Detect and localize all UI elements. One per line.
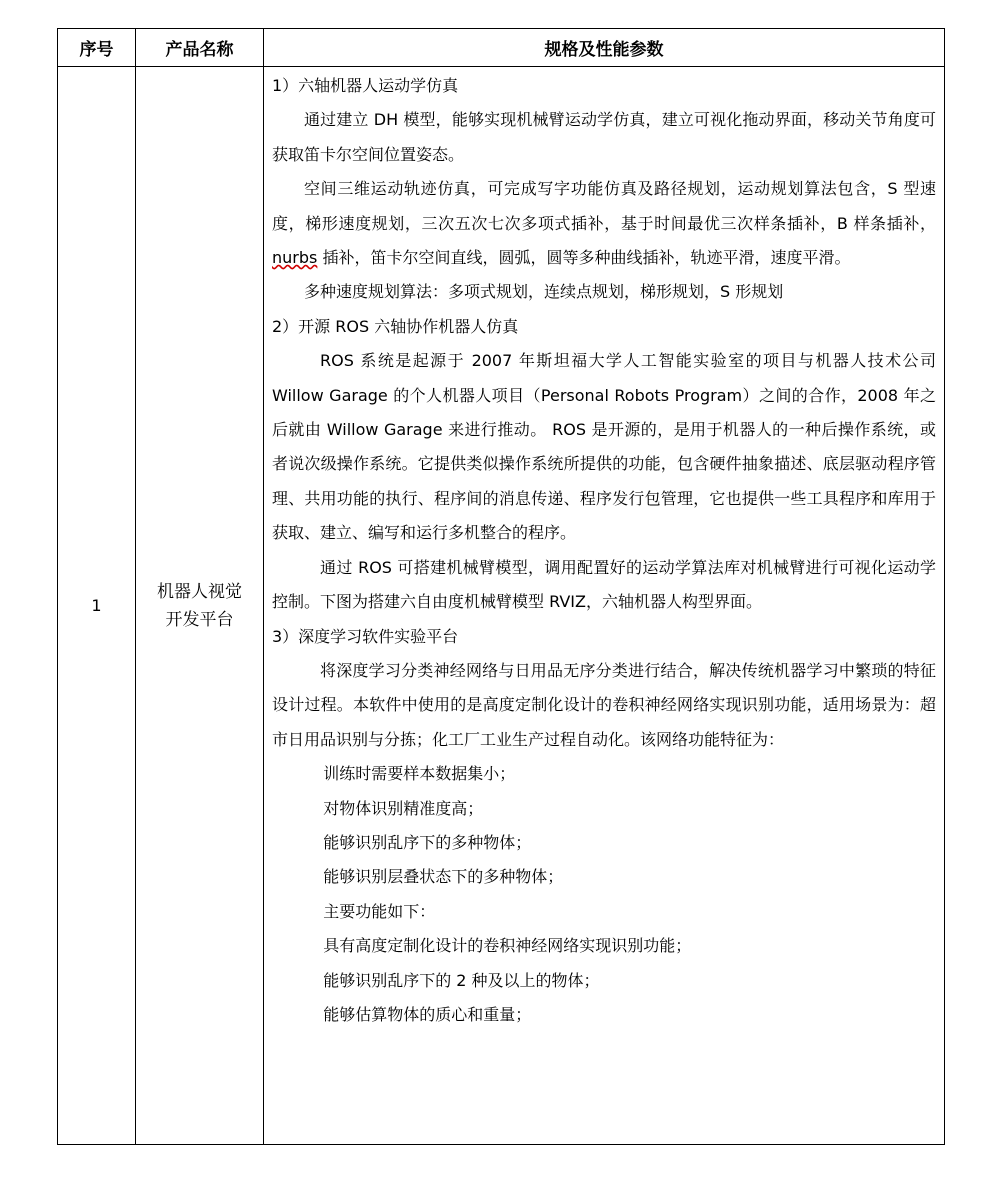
section-1-paragraph-2 (272, 172, 936, 275)
feature-item: 对物体识别精准度高； (323, 798, 484, 818)
section-3-title: 3）深度学习软件实验平台 (272, 626, 459, 646)
product-name (136, 67, 264, 1145)
spec-cell (264, 67, 945, 1145)
main-function-item: 能够估算物体的质心和重量； (323, 1004, 532, 1024)
feature-item: 训练时需要样本数据集小； (323, 764, 516, 784)
header-row (58, 29, 945, 67)
section-2-title: 2）开源 ROS 六轴协作机器人仿真 (272, 316, 519, 336)
header-no: 序号 (58, 29, 136, 67)
feature-item: 能够识别乱序下的多种物体； (323, 832, 532, 852)
section-1-paragraph-2-part-a: 空间三维运动轨迹仿真，可完成写字功能仿真及路径规划，运动规划算法包含，S 型速度，梯形速度规划，三次五次七次多项式插补，基于时间最优三次样条插补，B 样条插补， (272, 179, 936, 233)
nurbs-term: nurbs (272, 248, 318, 268)
table-row (58, 67, 945, 1145)
section-2-paragraph-2: 通过 ROS 可搭建机械臂模型，调用配置好的运动学算法库对机械臂进行可视化运动学控制。下图为搭建六自由度机械臂模型 RVIZ，六轴机器人构型界面。 (272, 557, 936, 612)
section-3-paragraph-1: 将深度学习分类神经网络与日用品无序分类进行结合，解决传统机器学习中繁琐的特征设计过程。本软件中使用的是高度定制化设计的卷积神经网络实现识别功能，适用场景为：超市日用品识别与分拣；化工厂工业生产过程自动化。该网络功能特征为： (272, 660, 936, 749)
row-number: 1 (58, 67, 136, 1145)
main-function-item: 能够识别乱序下的 2 种及以上的物体； (323, 970, 600, 990)
product-name-line2: 开发平台 (165, 609, 234, 630)
header-name: 产品名称 (136, 29, 264, 67)
section-1-paragraph-1: 通过建立 DH 模型，能够实现机械臂运动学仿真，建立可视化拖动界面，移动关节角度可获取笛卡尔空间位置姿态。 (272, 110, 936, 164)
section-1-paragraph-2-part-c: 插补，笛卡尔空间直线，圆弧，圆等多种曲线插补，轨迹平滑，速度平滑。 (317, 248, 851, 268)
product-name-line1: 机器人视觉 (157, 581, 242, 602)
header-spec: 规格及性能参数 (264, 29, 945, 67)
spec-table (57, 28, 945, 1145)
feature-item: 能够识别层叠状态下的多种物体； (323, 867, 564, 887)
section-1-title: 1）六轴机器人运动学仿真 (272, 76, 459, 95)
main-function-item: 具有高度定制化设计的卷积神经网络实现识别功能； (323, 936, 692, 956)
section-1-paragraph-3: 多种速度规划算法：多项式规划，连续点规划，梯形规划，S 形规划 (304, 282, 784, 302)
section-2-paragraph-1: ROS 系统是起源于 2007 年斯坦福大学人工智能实验室的项目与机器人技术公司 Willow Garage 的个人机器人项目（Personal Robots Program）之间的合作，2008 年之后就由 Willow Garage 来进行推动。 ROS 是开源的，是用于机器人的一种后操作系统，或者说次级操作系统。它提供类似操作系统所提供的功能，包含硬件抽象描述、底层驱动程序管理、共用功能的执行、程序间的消息传递、程序发行包管理，它也提供一些工具程序和库用于获取、建立、编写和运行多机整合的程序。 (272, 351, 936, 543)
main-functions-title: 主要功能如下： (323, 901, 436, 921)
spec-body (264, 67, 944, 1032)
